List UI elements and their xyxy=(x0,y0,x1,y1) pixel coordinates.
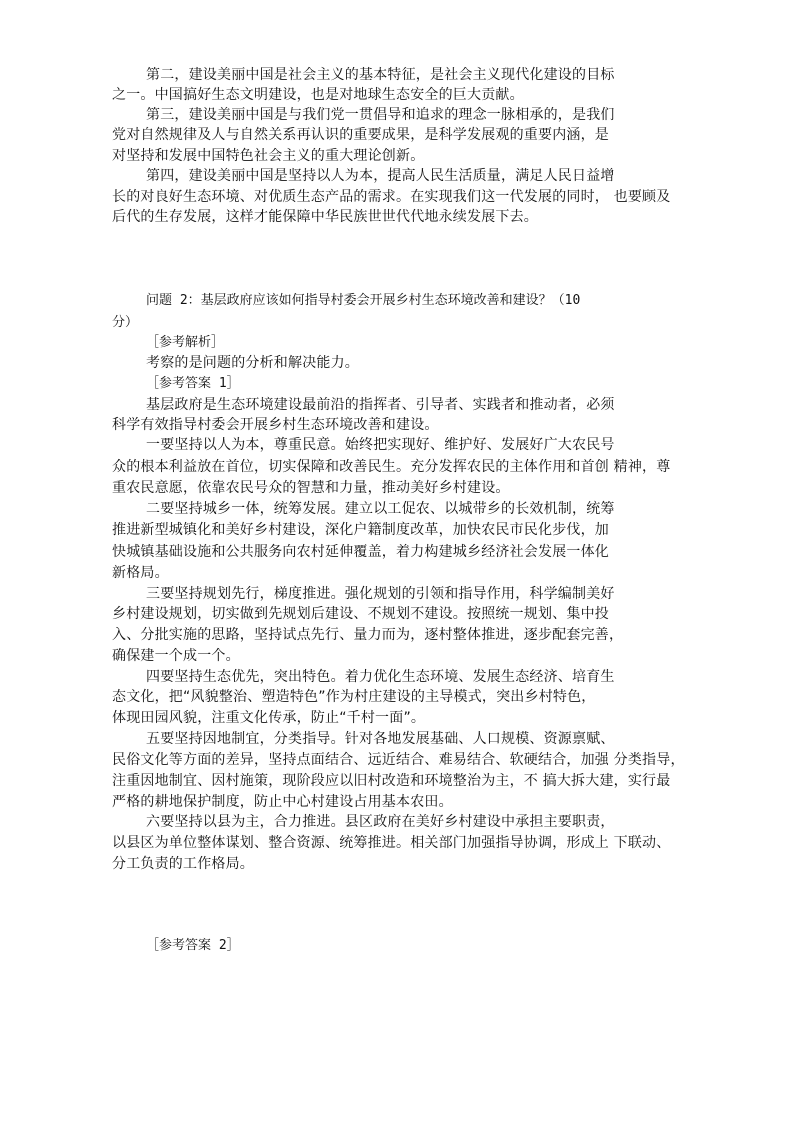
answer-line: 四要坚持生态优先，突出特色。着力优化生态环境、发展生态经济、培育生 xyxy=(146,669,615,685)
paragraph-line: 对坚持和发展中国特色社会主义的重大理论创新。 xyxy=(112,148,425,164)
answer-line: 众的根本利益放在首位，切实保障和改善民生。充分发挥农民的主体作用和首创 精神，尊 xyxy=(112,459,671,475)
answer-line: 确保建一个成一个。 xyxy=(112,648,240,664)
paragraph-line: 长的对良好生态环境、对优质生态产品的需求。在实现我们这一代发展的同时， 也要顾及 xyxy=(112,189,671,205)
answer-line: 一要坚持以人为本，尊重民意。始终把实现好、维护好、发展好广大农民号 xyxy=(146,437,615,453)
answer-line: 分工负责的工作格局。 xyxy=(112,856,254,872)
answer-line: 注重因地制宜、因村施策，现阶段应以旧村改造和环境整治为主，不 搞大拆大建，实行最 xyxy=(112,773,671,789)
paragraph-line: 第二，建设美丽中国是社会主义的基本特征，是社会主义现代化建设的目标 xyxy=(146,67,615,83)
paragraph-line: 第三，建设美丽中国是与我们党一贯倡导和追求的理念一脉相承的，是我们 xyxy=(146,107,615,123)
answer-line: 体现田园风貌，注重文化传承，防止“千村一面”。 xyxy=(112,710,426,726)
answer1-label: ［参考答案 1］ xyxy=(146,376,240,391)
answer2-label: ［参考答案 2］ xyxy=(146,938,240,953)
paragraph-line: 党对自然规律及人与自然关系再认识的重要成果，是科学发展观的重要内涵，是 xyxy=(112,127,609,143)
answer-line: 态文化，把“风貌整治、塑造特色”作为村庄建设的主导模式，突出乡村特色， xyxy=(112,689,596,705)
answer-line: 六要坚持以县为主，合力推进。县区政府在美好乡村建设中承担主要职责， xyxy=(146,814,615,830)
answer-line: 乡村建设规划，切实做到先规划后建设、不规划不建设。按照统一规划、集中投 xyxy=(112,606,609,622)
answer-line: 入、分批实施的思路，坚持试点先行、量力而为，逐村整体推进，逐步配套完善， xyxy=(112,627,624,643)
answer-line: 五要坚持因地制宜，分类指导。针对各地发展基础、人口规模、资源禀赋、 xyxy=(146,731,615,747)
paragraph-line: 后代的生存发展，这样才能保障中华民族世世代代地永续发展下去。 xyxy=(112,209,538,225)
question-title: 分） xyxy=(112,315,139,330)
answer-line: 二要坚持城乡一体，统筹发展。建立以工促农、以城带乡的长效机制，统筹 xyxy=(146,501,615,517)
question-title: 问题 2：基层政府应该如何指导村委会开展乡村生态环境改善和建设？（10 xyxy=(146,293,581,308)
analysis-text: 考察的是问题的分析和解决能力。 xyxy=(146,355,359,371)
answer-line: 三要坚持规划先行，梯度推进。强化规划的引领和指导作用，科学编制美好 xyxy=(146,586,615,602)
answer-line: 重农民意愿，依靠农民号众的智慧和力量，推动美好乡村建设。 xyxy=(112,480,510,496)
paragraph-line: 之一。中国搞好生态文明建设，也是对地球生态安全的巨大贡献。 xyxy=(112,87,524,103)
answer-line: 推进新型城镇化和美好乡村建设，深化户籍制度改革，加快农民市民化步伐，加 xyxy=(112,522,609,538)
answer-line: 科学有效指导村委会开展乡村生态环境改善和建设。 xyxy=(112,417,439,433)
answer-line: 民俗文化等方面的差异，坚持点面结合、远近结合、难易结合、软硬结合，加强 分类指导， xyxy=(112,752,685,768)
paragraph-line: 第四，建设美丽中国是坚持以人为本，提高人民生活质量，满足人民日益增 xyxy=(146,168,615,184)
answer-line: 以县区为单位整体谋划、整合资源、统筹推进。相关部门加强指导协调，形成上 下联动、 xyxy=(112,835,671,851)
answer-line: 快城镇基础设施和公共服务向农村延伸覆盖，着力构建城乡经济社会发展一体化 xyxy=(112,544,609,560)
analysis-label: ［参考解析］ xyxy=(146,335,225,350)
answer-line: 新格局。 xyxy=(112,565,169,581)
answer-line: 基层政府是生态环境建设最前沿的指挥者、引导者、实践者和推动者，必须 xyxy=(146,397,615,413)
answer-line: 严格的耕地保护制度，防止中心村建设占用基本农田。 xyxy=(112,794,453,810)
